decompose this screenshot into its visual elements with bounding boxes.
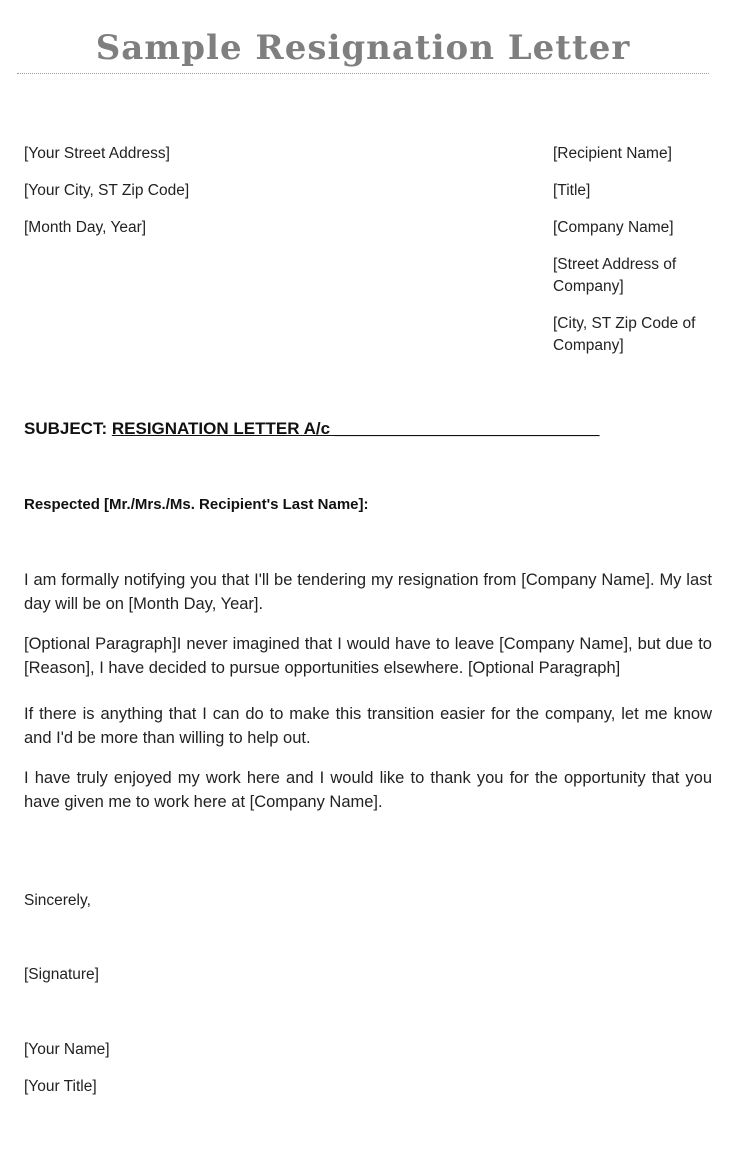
salutation: Respected [Mr./Mrs./Ms. Recipient's Last Name]:: [24, 496, 369, 513]
recipient-name: [Recipient Name]: [553, 145, 672, 162]
body-paragraph: I am formally notifying you that I'll be tendering my resignation from [Company Name]. My last day will be on [Month Day, Year].: [24, 571, 712, 613]
recipient-city: [City, ST Zip Code of Company]: [553, 315, 696, 354]
recipient-street: [Street Address of Company]: [553, 256, 677, 295]
sender-address-block: [24, 143, 189, 254]
recipient-title: [Title]: [553, 182, 591, 199]
body-paragraph: If there is anything that I can do to make this transition easier for the company, let me know and I'd be more than willing to help out.: [24, 705, 712, 747]
signature-placeholder: [Signature]: [24, 966, 99, 983]
letter-body: [24, 568, 712, 830]
subject-label: SUBJECT:: [24, 419, 108, 438]
recipient-address-block: [553, 143, 723, 372]
body-paragraph: [Optional Paragraph]I never imagined that I would have to leave [Company Name], but due to [Reason], I have decided to pursue opportunities elsewhere. [Optional Paragraph]: [24, 635, 712, 677]
your-title: [Your Title]: [24, 1078, 97, 1095]
subject-line: [24, 419, 600, 439]
subject-value: RESIGNATION LETTER A/c ____________________________: [111, 419, 600, 438]
sign-off: Sincerely,: [24, 892, 91, 909]
sender-street: [Your Street Address]: [24, 145, 170, 162]
sender-city: [Your City, ST Zip Code]: [24, 182, 190, 199]
recipient-company: [Company Name]: [553, 219, 674, 236]
title-divider: [17, 73, 709, 74]
letter-date: [Month Day, Year]: [24, 219, 147, 236]
page-title: Sample Resignation Letter: [95, 28, 631, 68]
body-paragraph: I have truly enjoyed my work here and I would like to thank you for the opportunity that you have given me to work here at [Company Name].: [24, 769, 712, 811]
your-name: [Your Name]: [24, 1041, 110, 1058]
